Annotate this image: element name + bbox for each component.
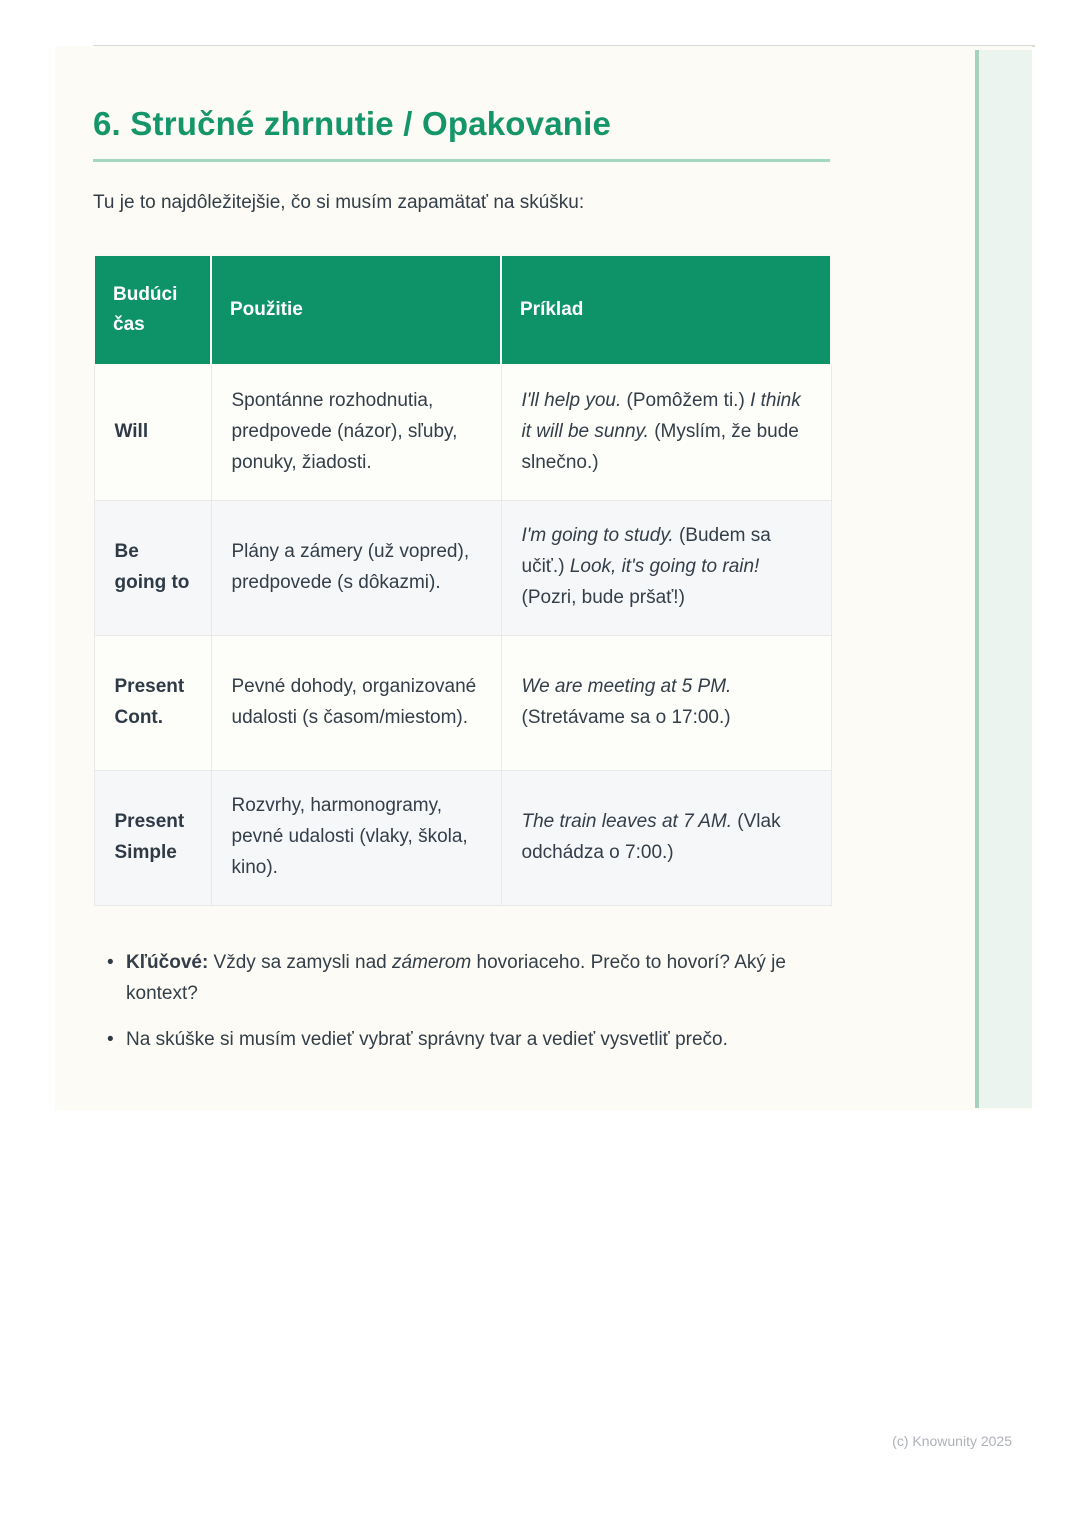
section-heading: 6. Stručné zhrnutie / Opakovanie: [93, 105, 612, 142]
text-segment: I'm going to study.: [521, 525, 674, 547]
list-item: [107, 1024, 822, 1055]
key-points-list: [107, 947, 822, 1056]
example-cell: [501, 635, 831, 770]
text-segment: Na skúške si musím vedieť vybrať správny tvar a vedieť vysvetliť prečo.: [126, 1029, 728, 1051]
tense-cell: Be going to: [94, 500, 211, 635]
usage-cell: Spontánne rozhodnutia, predpovede (názor), sľuby, ponuky, žiadosti.: [211, 365, 501, 500]
table-row: [94, 770, 831, 905]
summary-table: [93, 254, 832, 906]
text-segment: hovoriaceho. Prečo to hovorí? Aký je kontext?: [126, 951, 786, 1004]
example-cell: [501, 365, 831, 500]
table-header-cell-example: Príklad: [501, 255, 831, 365]
text-segment: (Budem sa učiť.): [521, 525, 771, 578]
text-segment: (Pomôžem ti.): [621, 390, 751, 412]
tense-cell: Present Cont.: [94, 635, 211, 770]
side-stripe: [975, 50, 1032, 1108]
text-segment: zámerom: [392, 951, 472, 973]
usage-cell: Pevné dohody, organizované udalosti (s časom/miestom).: [211, 635, 501, 770]
table-row: [94, 500, 831, 635]
text-segment: We are meeting at 5 PM.: [521, 675, 732, 697]
example-cell: [501, 500, 831, 635]
table-row: [94, 635, 831, 770]
list-item: [107, 947, 822, 1010]
text-segment: Look, it's going to rain!: [569, 556, 760, 578]
table-header-cell-usage: Použitie: [211, 255, 501, 365]
heading-underline: [93, 159, 830, 162]
text-segment: Kľúčové:: [126, 951, 209, 973]
page-card: [55, 46, 1032, 1110]
text-segment: (Stretávame sa o 17:00.): [521, 706, 731, 728]
text-segment: (Pozri, bude pršať!): [521, 587, 685, 609]
example-cell: [501, 770, 831, 905]
text-segment: I'll help you.: [521, 390, 622, 412]
intro-text: Tu je to najdôležitejšie, čo si musím zapamätať na skúšku:: [93, 191, 585, 213]
text-segment: Vždy sa zamysli nad: [208, 951, 393, 973]
table-row: [94, 365, 831, 500]
copyright-notice: (c) Knowunity 2025: [892, 1433, 1012, 1449]
text-segment: (Vlak odchádza o 7:00.): [521, 810, 781, 863]
text-segment: (Myslím, že bude slnečno.): [521, 421, 799, 474]
page-content: [55, 46, 830, 1056]
usage-cell: Plány a zámery (už vopred), predpovede (s dôkazmi).: [211, 500, 501, 635]
text-segment: The train leaves at 7 AM.: [521, 810, 733, 832]
usage-cell: Rozvrhy, harmonogramy, pevné udalosti (vlaky, škola, kino).: [211, 770, 501, 905]
tense-cell: Will: [94, 365, 211, 500]
text-segment: I think it will be sunny.: [521, 390, 801, 443]
tense-cell: Present Simple: [94, 770, 211, 905]
table-header-row: [94, 255, 831, 365]
table-header-cell-tense: Budúci čas: [94, 255, 211, 365]
